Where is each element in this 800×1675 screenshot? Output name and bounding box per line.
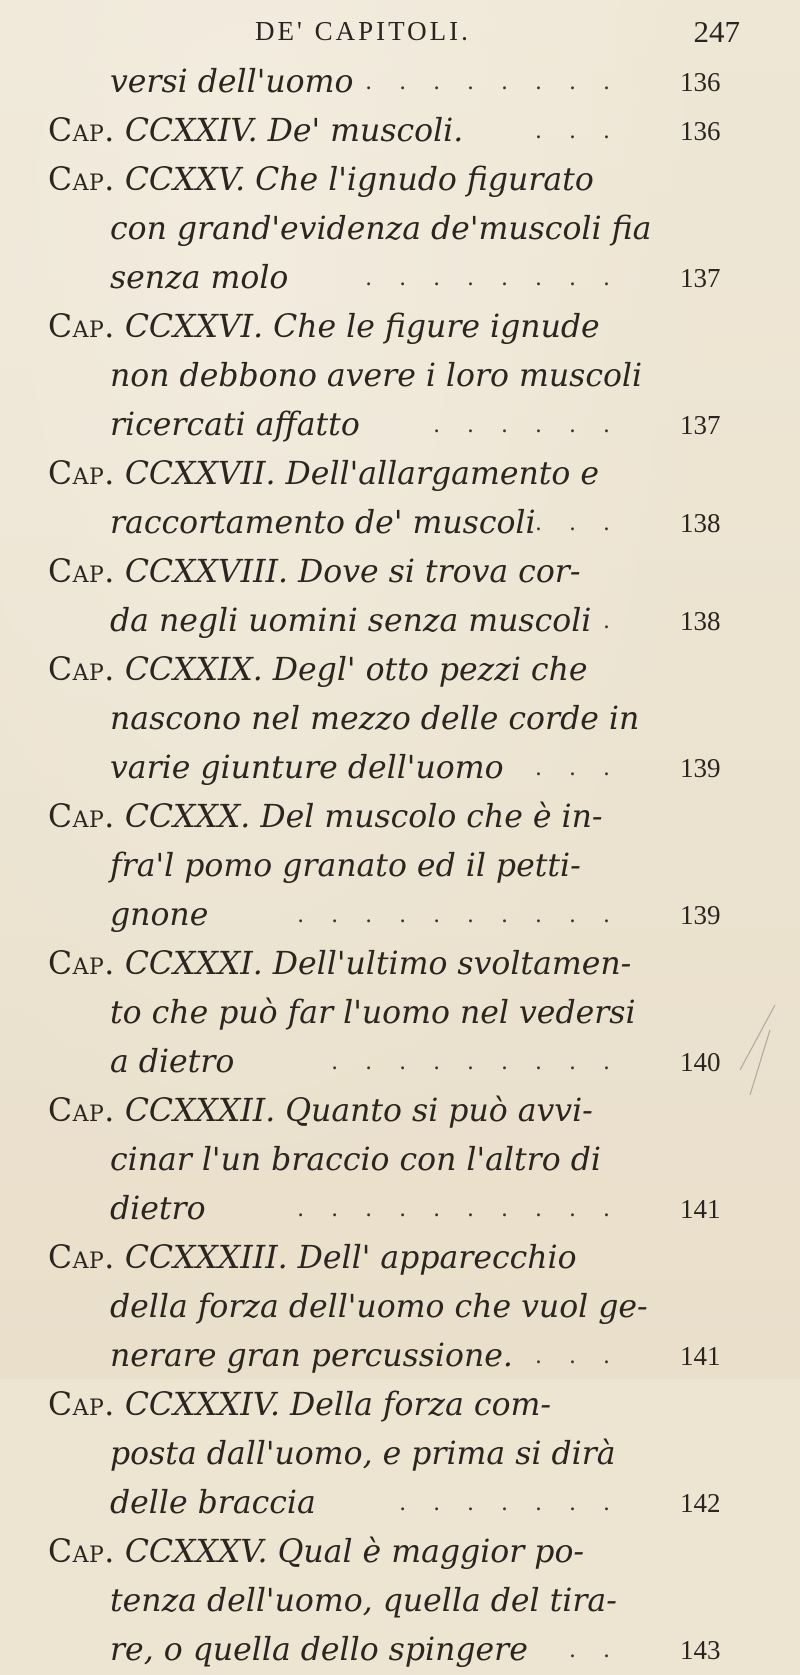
leader-dots: . . . . . . . . [365, 266, 620, 291]
toc-line-text: nerare gran percussione. [110, 1338, 513, 1374]
page-reference: 139 [680, 900, 721, 930]
leader-dots: . . . . . . . . . . [297, 903, 620, 928]
toc-line-text: ricercati affatto [110, 407, 360, 443]
toc-line-text: to che può far l'uomo nel vedersi [110, 995, 636, 1031]
toc-line-text: CCXXIV. De' muscoli. [124, 113, 464, 149]
toc-line [0, 989, 800, 1038]
chapter-abbrev: Cap. [48, 799, 115, 835]
toc-line [0, 1381, 800, 1430]
page-reference: 140 [680, 1047, 721, 1077]
toc-line [0, 1430, 800, 1479]
toc-line [0, 205, 800, 254]
toc-line-text: CCXXVIII. Dove si trova cor- [124, 554, 581, 590]
toc-line-text: CCXXXII. Quanto si può avvi- [124, 1093, 593, 1129]
toc-entry [0, 107, 800, 156]
page-reference: 141 [680, 1341, 721, 1371]
toc-entry [0, 450, 800, 548]
toc-line [0, 401, 800, 450]
toc-line-text: da negli uomini senza muscoli [110, 603, 592, 639]
toc-line [0, 940, 800, 989]
chapter-abbrev: Cap. [48, 1240, 115, 1276]
toc-line-text: CCXXVI. Che le figure ignude [124, 309, 600, 345]
toc-line [0, 352, 800, 401]
toc-line-text: nascono nel mezzo delle corde in [110, 701, 640, 737]
pencil-mark [720, 1000, 780, 1120]
page-reference: 136 [680, 116, 721, 146]
leader-dots: . [603, 609, 620, 634]
toc-line-text: dietro [110, 1191, 206, 1227]
toc-line-text: varie giunture dell'uomo [110, 750, 504, 786]
toc-line-text: con grand'evidenza de'muscoli fia [110, 211, 652, 247]
toc-entry [0, 1234, 800, 1381]
toc-line [0, 1038, 800, 1087]
chapter-abbrev: Cap. [48, 309, 115, 345]
toc-line-text: versi dell'uomo [110, 64, 354, 100]
toc-entry [0, 156, 800, 303]
toc-line [0, 1136, 800, 1185]
leader-dots: . . . . . . . . [365, 70, 620, 95]
toc-entry [0, 1528, 800, 1675]
leader-dots: . . . [535, 756, 620, 781]
toc-line [0, 793, 800, 842]
toc-entry [0, 1087, 800, 1234]
chapter-abbrev: Cap. [48, 113, 115, 149]
toc-line-text: tenza dell'uomo, quella del tira- [110, 1583, 617, 1619]
toc-line-text: non debbono avere i loro muscoli [110, 358, 643, 394]
toc-entry [0, 793, 800, 940]
toc-line-text: gnone [110, 897, 209, 933]
toc-line-text: CCXXVII. Dell'allargamento e [124, 456, 600, 492]
chapter-abbrev: Cap. [48, 652, 115, 688]
toc-line [0, 1185, 800, 1234]
page-reference: 139 [680, 753, 721, 783]
toc-line [0, 303, 800, 352]
toc-entry [0, 646, 800, 793]
toc-entry [0, 548, 800, 646]
leader-dots: . . . . . . . . . [331, 1050, 620, 1075]
toc-line [0, 499, 800, 548]
toc-line-text: raccortamento de' muscoli [110, 505, 536, 541]
page-reference: 137 [680, 263, 721, 293]
toc-line [0, 548, 800, 597]
toc-line [0, 891, 800, 940]
toc-line-text: CCXXIX. Degl' otto pezzi che [124, 652, 588, 688]
leader-dots: . . . [535, 511, 620, 536]
toc-line-text: CCXXXIV. Della forza com- [124, 1387, 552, 1423]
toc-line [0, 1332, 800, 1381]
toc-line [0, 1087, 800, 1136]
toc-line-text: CCXXV. Che l'ignudo figurato [124, 162, 594, 198]
toc-line [0, 744, 800, 793]
toc-line [0, 646, 800, 695]
toc-line-text: CCXXXV. Qual è maggior po- [124, 1534, 585, 1570]
toc-line-text: CCXXXIII. Dell' apparecchio [124, 1240, 577, 1276]
toc-line [0, 58, 800, 107]
toc-line-text: re, o quella dello spingere [110, 1632, 528, 1668]
toc-line [0, 1283, 800, 1332]
page-reference: 143 [680, 1635, 721, 1665]
page-number: 247 [693, 14, 740, 49]
toc-line-text: posta dall'uomo, e prima si dirà [110, 1436, 616, 1472]
leader-dots: . . . . . . . . . . [297, 1197, 620, 1222]
chapter-abbrev: Cap. [48, 1093, 115, 1129]
page-reference: 137 [680, 410, 721, 440]
chapter-abbrev: Cap. [48, 456, 115, 492]
toc-line-text: delle braccia [110, 1485, 316, 1521]
leader-dots: . . . [535, 119, 620, 144]
toc-line [0, 695, 800, 744]
toc-line [0, 1577, 800, 1626]
toc-line-text: senza molo [110, 260, 289, 296]
page-reference: 136 [680, 67, 721, 97]
toc-entry [0, 940, 800, 1087]
leader-dots: . . . . . . . [399, 1491, 620, 1516]
page-reference: 138 [680, 606, 721, 636]
leader-dots: . . . . . . [433, 413, 620, 438]
chapter-abbrev: Cap. [48, 1534, 115, 1570]
page-reference: 138 [680, 508, 721, 538]
toc-line [0, 842, 800, 891]
toc-line-text: CCXXXI. Dell'ultimo svoltamen- [124, 946, 632, 982]
page-reference: 142 [680, 1488, 721, 1518]
toc-line [0, 597, 800, 646]
toc-line [0, 1528, 800, 1577]
toc-line [0, 450, 800, 499]
running-head-title: DE' CAPITOLI. [255, 16, 471, 46]
toc-line-text: della forza dell'uomo che vuol ge- [110, 1289, 648, 1325]
leader-dots: . . [569, 1638, 620, 1663]
toc-line [0, 1626, 800, 1675]
toc-line-text: CCXXX. Del muscolo che è in- [124, 799, 603, 835]
chapter-abbrev: Cap. [48, 1387, 115, 1423]
toc-line-text: a dietro [110, 1044, 235, 1080]
toc-line-text: fra'l pomo granato ed il petti- [110, 848, 581, 884]
toc-line [0, 107, 800, 156]
toc-line [0, 156, 800, 205]
toc-entry [0, 303, 800, 450]
toc-line [0, 254, 800, 303]
leader-dots: . . . [535, 1344, 620, 1369]
toc-line [0, 1479, 800, 1528]
toc-entry [0, 1381, 800, 1528]
chapter-abbrev: Cap. [48, 162, 115, 198]
page-reference: 141 [680, 1194, 721, 1224]
toc-line [0, 1234, 800, 1283]
toc-line-text: cinar l'un braccio con l'altro di [110, 1142, 601, 1178]
chapter-abbrev: Cap. [48, 946, 115, 982]
chapter-abbrev: Cap. [48, 554, 115, 590]
toc-entry [0, 58, 800, 107]
